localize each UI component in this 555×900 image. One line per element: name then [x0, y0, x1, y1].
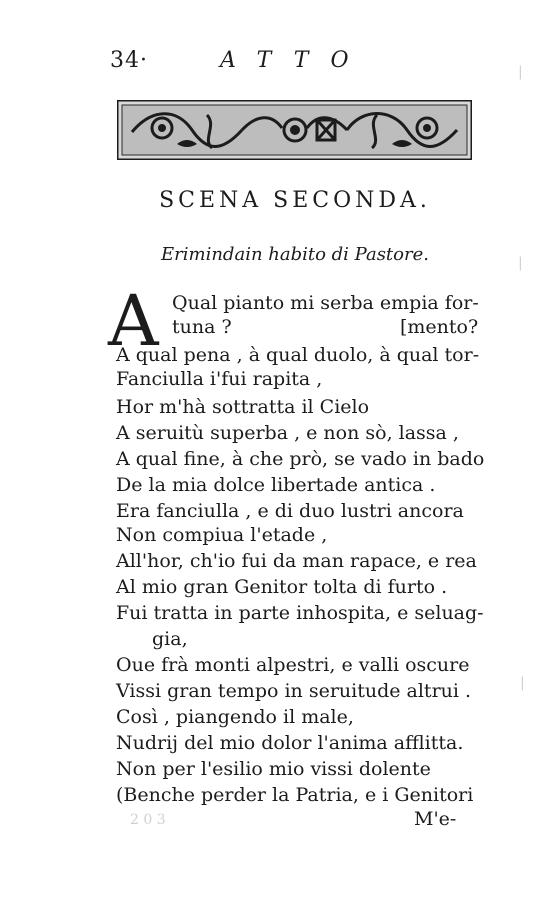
margin-mark: | [518, 64, 523, 80]
verse-line: Fanciulla i'fui rapita , [116, 368, 323, 390]
verse-line: De la mia dolce libertade antica . [116, 474, 436, 496]
margin-mark: | [518, 255, 523, 271]
verse-line: [mento? [400, 316, 479, 338]
verse-line: (Benche perder la Patria, e i Genitori [116, 784, 474, 806]
verse-line: Era fanciulla , e di duo lustri ancora [116, 500, 464, 522]
act-title: ATTO [220, 48, 371, 73]
running-head [110, 48, 530, 78]
speaker-line: Erimindain habito di Pastore. [161, 244, 429, 265]
verse-line: Qual pianto mi serba empia for- [172, 292, 479, 314]
verse-line: Vissi gran tempo in seruitude altrui . [116, 680, 472, 702]
drop-cap: A [108, 280, 159, 362]
verse-line: Nudrij del mio dolor l'anima afflitta. [116, 732, 464, 754]
verse-line: A seruitù superba , e non sò, lassa , [116, 422, 459, 444]
verse-line: Così , piangendo il male, [116, 706, 354, 728]
margin-mark: | [520, 675, 525, 691]
verse-line: A qual pena , à qual duolo, à qual tor- [116, 344, 480, 366]
scene-heading: SCENA SECONDA. [159, 188, 431, 213]
page-number: 34· [110, 48, 148, 73]
verse-line: A qual fine, à che prò, se vado in bado [116, 448, 485, 470]
verse-line: Al mio gran Genitor tolta di furto . [116, 576, 448, 598]
verse-line: All'hor, ch'io fui da man rapace, e rea [116, 550, 477, 572]
decorative-headpiece [117, 100, 472, 160]
verse-line: gia, [152, 628, 188, 650]
verse-line: Fui tratta in parte inhospita, e seluag- [116, 602, 484, 624]
verse-line: Non compiua l'etade , [116, 524, 328, 546]
bleed-through-text: 2 0 3 [130, 812, 166, 828]
verse-line: Oue frà monti alpestri, e valli oscure [116, 654, 470, 676]
verse-line: Non per l'esilio mio vissi dolente [116, 758, 431, 780]
verse-line: tuna ? [172, 316, 232, 338]
catchword: M'e- [414, 808, 457, 830]
verse-line: Hor m'hà sottratta il Cielo [116, 396, 370, 418]
